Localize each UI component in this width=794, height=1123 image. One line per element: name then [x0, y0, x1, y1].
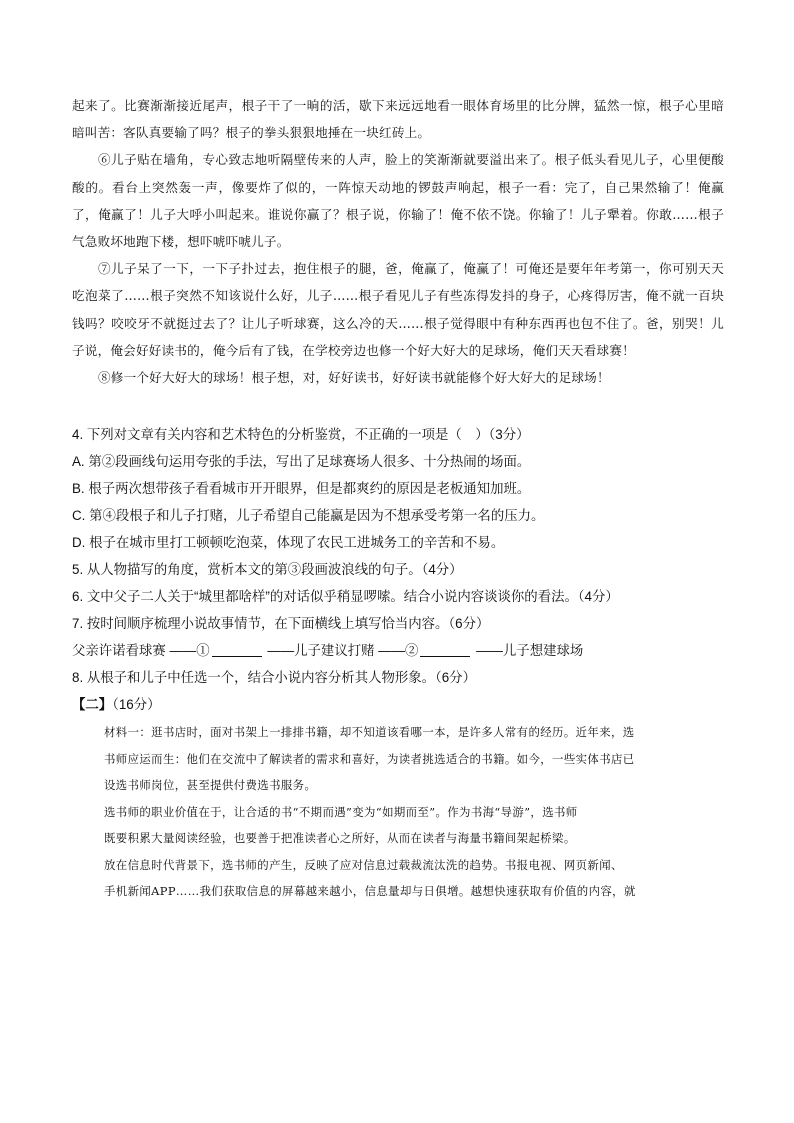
- section-points: （16分）: [112, 697, 161, 712]
- flow-step-1: 父亲许诺看球赛 ——①: [72, 643, 210, 658]
- material-line: 既要积累大量阅读经验，也要善于把准读者心之所好，从而在读者与海量书籍间架起桥梁。: [104, 831, 576, 845]
- story-paragraph-8: ⑧修一个好大好大的球场！根子想，对，好好读书，好好读书就能修个好大好大的足球场！: [98, 370, 610, 386]
- flow-step-2: ——儿子建议打赌 ——②: [267, 643, 419, 658]
- material-line: 选书师的职业价值在于，让合适的书“不期而遇”变为“如期而至”。作为书海“导游”，选书师: [104, 804, 578, 819]
- question-5: 5. 从人物描写的角度，赏析本文的第③段画波浪线的句子。（4分）: [72, 562, 463, 577]
- option-d: D. 根子在城市里打工顿顿吃泡菜，体现了农民工进城务工的辛苦和不易。: [72, 535, 505, 550]
- material-line: 放在信息时代背景下，选书师的产生，反映了应对信息过载裁流汰洗的趋势。书报电视、网页新闻、: [104, 857, 623, 872]
- flow-step-3: ——儿子想建球场: [476, 643, 584, 658]
- material-line: 设选书师岗位，甚至提供付费选书服务。: [104, 778, 317, 792]
- question-8: 8. 从根子和儿子中任选一个，结合小说内容分析其人物形象。（6分）: [72, 670, 476, 685]
- question-6: 6. 文中父子二人关于“城里都啥样”的对话似乎稍显啰嗦。结合小说内容谈谈你的看法。（4分）: [72, 589, 619, 604]
- story-paragraph-7: ⑦儿子呆了一下，一下子扑过去，抱住根子的腿，爸，俺赢了，俺赢了！可俺还是要年年考第一，你可别天天吃泡菜了……根子突然不知该说什么好，儿子……根子看见儿子有些冻得发抖的身子，心疼得厉害，俺不就一百块钱吗？咬咬牙不就挺过去了？让儿子听球赛，这么冷的天……根子觉得眼中有种东西再也包不住了。爸，别哭！儿子说，俺会好好读书的，俺今后有了钱，在学校旁边也修一个好大好大的足球场，俺们天天看球赛！: [72, 261, 724, 358]
- question-list: [72, 421, 724, 718]
- story-text: [72, 92, 724, 391]
- material-line: 手机新闻APP……我们获取信息的屏幕越来越小，信息量却与日俱增。越想快速获取有价值的内容，就: [104, 884, 636, 898]
- option-b: B. 根子两次想带孩子看看城市开开眼界，但是都爽约的原因是老板通知加班。: [72, 481, 531, 496]
- section-heading: [72, 691, 724, 718]
- plot-flow: [72, 637, 724, 664]
- answer-blank-2[interactable]: [420, 642, 470, 657]
- story-paragraph-6: ⑥儿子贴在墙角，专心致志地听隔壁传来的人声，脸上的笑渐渐就要溢出来了。根子低头看见儿子，心里便酸酸的。看台上突然轰一声，像要炸了似的，一阵惊天动地的锣鼓声响起，根子一看：完了，自己果然输了！俺赢了，俺赢了！儿子大呼小叫起来。谁说你赢了？根子说，你输了！俺不依不饶。你输了！儿子犟着。你敢……根子气急败坏地跑下楼，想吓唬吓唬儿子。: [72, 152, 724, 250]
- option-a: A. 第②段画线句运用夸张的手法，写出了足球赛场人很多、十分热闹的场面。: [72, 454, 531, 469]
- material-line: 材料一：逛书店时，面对书架上一排排书籍，却不知道该看哪一本，是许多人常有的经历。近年来，选: [104, 725, 635, 739]
- question-4: 4. 下列对文章有关内容和艺术特色的分析鉴赏，不正确的一项是（ ）（3分）: [72, 427, 530, 442]
- question-7: 7. 按时间顺序梳理小说故事情节，在下面横线上填写恰当内容。（6分）: [72, 616, 490, 631]
- option-c: C. 第④段根子和儿子打赌，儿子希望自己能赢是因为不想承受考第一名的压力。: [72, 508, 545, 523]
- material-text: [72, 719, 724, 905]
- section-mark: 【二】: [72, 697, 113, 712]
- material-line: 书师应运而生：他们在交流中了解读者的需求和喜好，为读者挑选适合的书籍。如今，一些实体书店已: [104, 751, 635, 766]
- story-paragraph: 起来了。比赛渐渐接近尾声，根子干了一晌的活，歇下来远远地看一眼体育场里的比分牌，猛然一惊，根子心里暗暗叫苦：客队真要输了吗？根子的拳头狠狠地捶在一块红砖上。: [72, 98, 724, 141]
- answer-blank-1[interactable]: [212, 642, 262, 657]
